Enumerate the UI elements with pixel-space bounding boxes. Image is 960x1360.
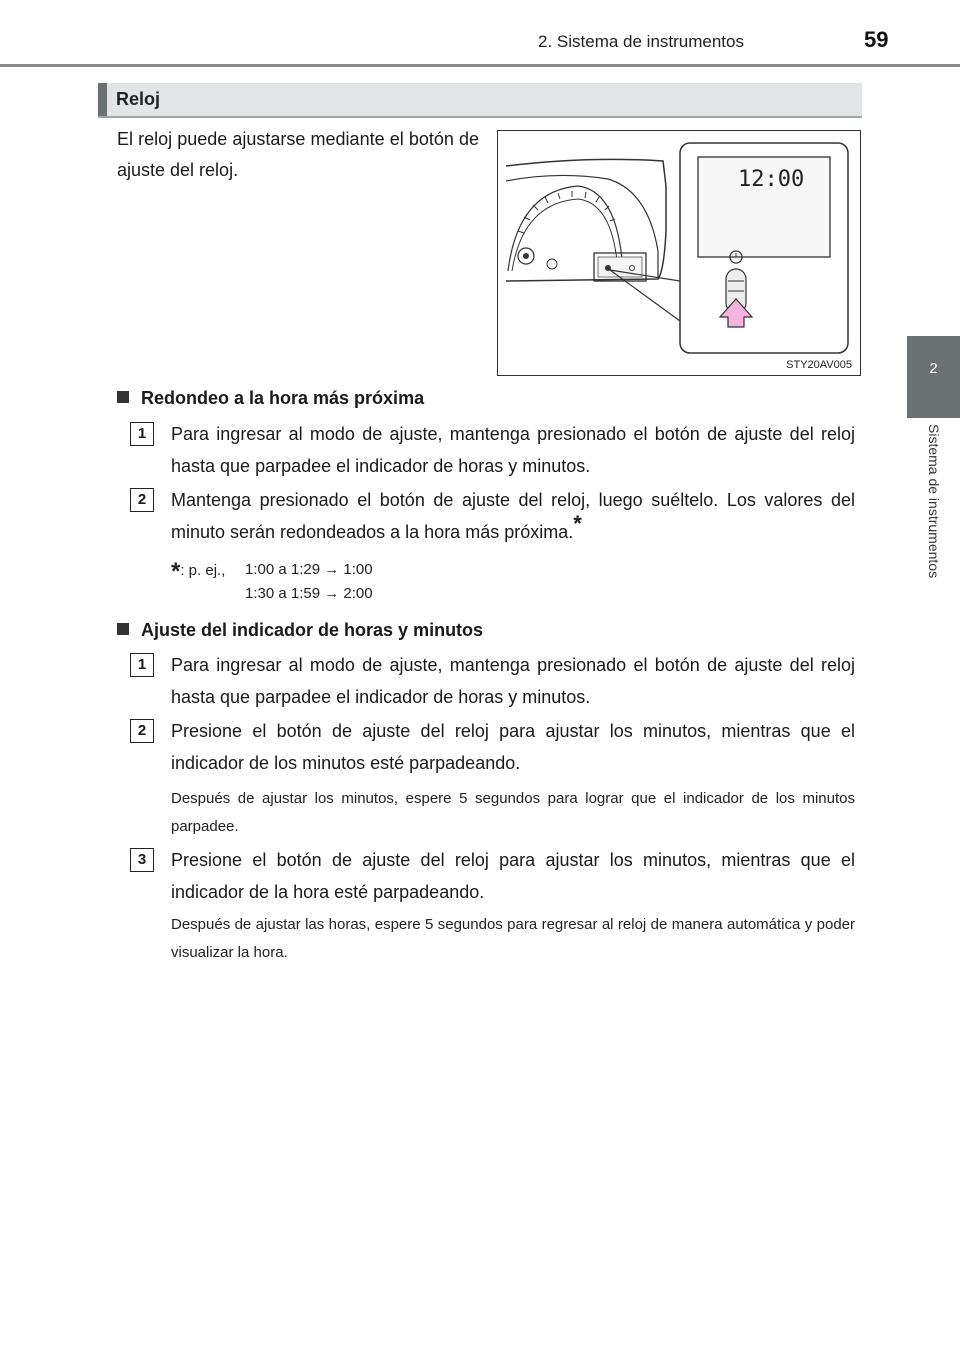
- step-number: 2: [130, 488, 154, 512]
- intro-paragraph: El reloj puede ajustarse mediante el botón de ajuste del reloj.: [117, 129, 479, 180]
- clock-readout: 12:00: [738, 167, 805, 192]
- figure-code: STY20AV005: [786, 359, 852, 371]
- adjust-step-3: [130, 844, 855, 908]
- step-number: 2: [130, 719, 154, 743]
- subhead-adjust: [117, 620, 483, 641]
- step-text: Presione el botón de ajuste del reloj para ajustar los minutos, mientras que el indicador de la hora esté parpadeando.: [171, 850, 855, 902]
- instrument-panel-drawing: [498, 131, 859, 374]
- step-number: 3: [130, 848, 154, 872]
- chapter-number: 2: [929, 360, 938, 377]
- subhead-rounding-text: Redondeo a la hora más próxima: [141, 388, 425, 408]
- rounding-step-2: [130, 484, 855, 548]
- step-text-body: Mantenga presionado el botón de ajuste del reloj, luego suéltelo. Los valores del minuto serán redondeados a la hora más próxima.: [171, 490, 855, 542]
- step-text: [171, 484, 855, 548]
- section-heading: [98, 83, 862, 116]
- footnote: [171, 558, 225, 586]
- step-number: 1: [130, 422, 154, 446]
- subhead-adjust-text: Ajuste del indicador de horas y minutos: [141, 620, 484, 640]
- step-number: 1: [130, 653, 154, 677]
- footnote-star: *: [171, 558, 181, 585]
- step-text: Presione el botón de ajuste del reloj para ajustar los minutos, mientras que el indicador de los minutos esté parpadeando.: [171, 721, 855, 773]
- adjust-step-1: [130, 649, 855, 713]
- chapter-label: Sistema de instrumentos: [926, 424, 942, 579]
- clock-illustration: [497, 130, 861, 376]
- adjust-note-1: Después de ajustar los minutos, espere 5 segundos para lograr que el indicador de los minutos parpadee.: [171, 790, 855, 835]
- footnote-prefix: : p. ej.,: [180, 562, 226, 579]
- footnote-line-2: 1:30 a 1:59 → 2:00: [245, 585, 373, 602]
- subhead-rounding: [117, 388, 424, 409]
- header-rule: [0, 64, 960, 67]
- section-accent: [98, 83, 107, 116]
- step-text: Para ingresar al modo de ajuste, mantenga presionado el botón de ajuste del reloj hasta que parpadee el indicador de horas y minutos.: [171, 655, 855, 707]
- footnote-marker: *: [573, 511, 582, 536]
- section-underline: [98, 116, 862, 118]
- chapter-tab: [907, 336, 960, 418]
- step-text: Para ingresar al modo de ajuste, mantenga presionado el botón de ajuste del reloj hasta que parpadee el indicador de horas y minutos.: [171, 424, 855, 476]
- running-header: 2. Sistema de instrumentos: [538, 32, 744, 51]
- square-bullet-icon: [117, 391, 129, 403]
- footnote-line-1: 1:00 a 1:29 → 1:00: [245, 561, 373, 578]
- rounding-step-1: [130, 418, 855, 482]
- adjust-note-2: Después de ajustar las horas, espere 5 segundos para regresar al reloj de manera automática y poder visualizar la hora.: [171, 916, 855, 961]
- section-title: Reloj: [116, 89, 161, 109]
- page-number: 59: [864, 27, 889, 52]
- adjust-step-2: [130, 715, 855, 779]
- square-bullet-icon: [117, 623, 129, 635]
